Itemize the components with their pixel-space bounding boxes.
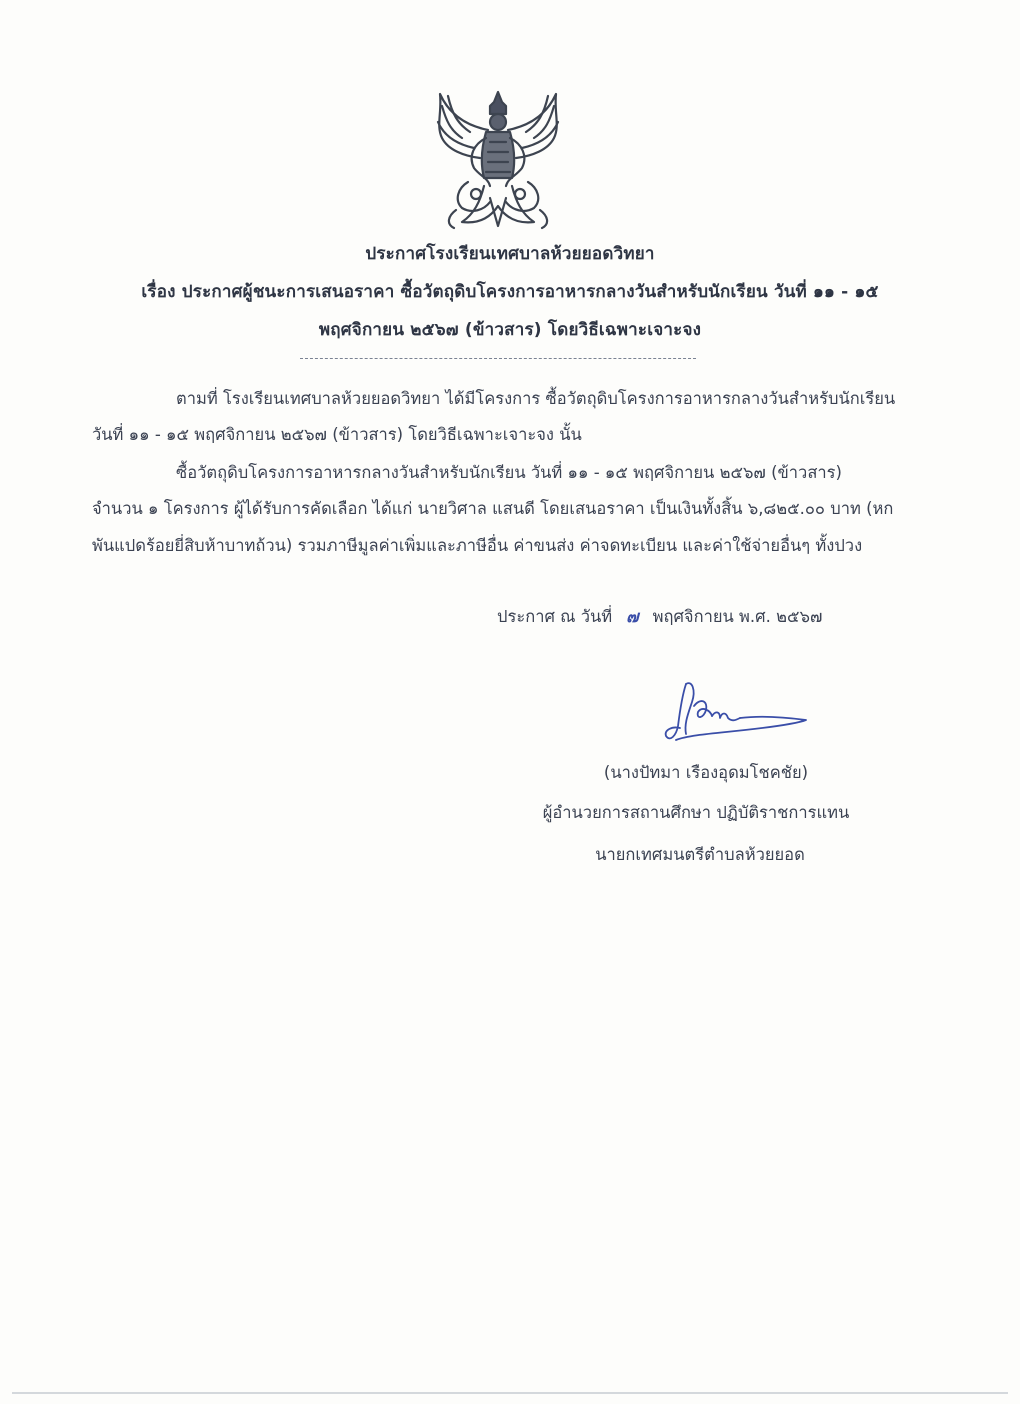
subject-line-1: เรื่อง ประกาศผู้ชนะการเสนอราคา ซื้อวัตถุดิบโครงการอาหารกลางวันสำหรับนักเรียน วันที่ ๑๑ - ๑๕ — [141, 282, 879, 302]
announcement-day-handwritten: ๗ — [626, 607, 639, 626]
garuda-emblem — [428, 86, 568, 234]
paragraph-1-line-2: วันที่ ๑๑ - ๑๕ พฤศจิกายน ๒๕๖๗ (ข้าวสาร) โดยวิธีเฉพาะเจาะจง นั้น — [92, 425, 582, 444]
scan-edge-line — [12, 1392, 1008, 1394]
signatory-position: ผู้อำนวยการสถานศึกษา ปฏิบัติราชการแทน — [542, 803, 850, 822]
paragraph-1-line-1: ตามที่ โรงเรียนเทศบาลห้วยยอดวิทยา ได้มีโครงการ ซื้อวัตถุดิบโครงการอาหารกลางวันสำหรับนักเรียน — [176, 389, 896, 408]
paragraph-2-line-1: ซื้อวัตถุดิบโครงการอาหารกลางวันสำหรับนักเรียน วันที่ ๑๑ - ๑๕ พฤศจิกายน ๒๕๖๗ (ข้าวสาร) — [176, 463, 842, 482]
announcement-date-prefix: ประกาศ ณ วันที่ — [497, 607, 613, 626]
subject-line-2: พฤศจิกายน ๒๕๖๗ (ข้าวสาร) โดยวิธีเฉพาะเจาะจง — [318, 320, 702, 340]
paragraph-2-line-3: พันแปดร้อยยี่สิบห้าบาทถ้วน) รวมภาษีมูลค่าเพิ่มและภาษีอื่น ค่าขนส่ง ค่าจดทะเบียน และค่าใช้จ่ายอื่นๆ ทั้งปวง — [92, 536, 863, 555]
handwritten-signature — [656, 676, 816, 754]
announcement-date — [497, 604, 822, 630]
signatory-on-behalf: นายกเทศมนตรีตำบลห้วยยอด — [595, 845, 805, 864]
title-divider — [300, 358, 696, 359]
announcement-title: ประกาศโรงเรียนเทศบาลห้วยยอดวิทยา — [365, 244, 655, 264]
announcement-date-suffix: พฤศจิกายน พ.ศ. ๒๕๖๗ — [652, 607, 823, 626]
signatory-name: (นางปัทมา เรืองอุดมโชคชัย) — [603, 763, 809, 782]
paragraph-2-line-2: จำนวน ๑ โครงการ ผู้ได้รับการคัดเลือก ได้แก่ นายวิศาล แสนดี โดยเสนอราคา เป็นเงินทั้งสิ้น ๖,๘๒๕.๐๐ บาท (หก — [92, 499, 894, 518]
